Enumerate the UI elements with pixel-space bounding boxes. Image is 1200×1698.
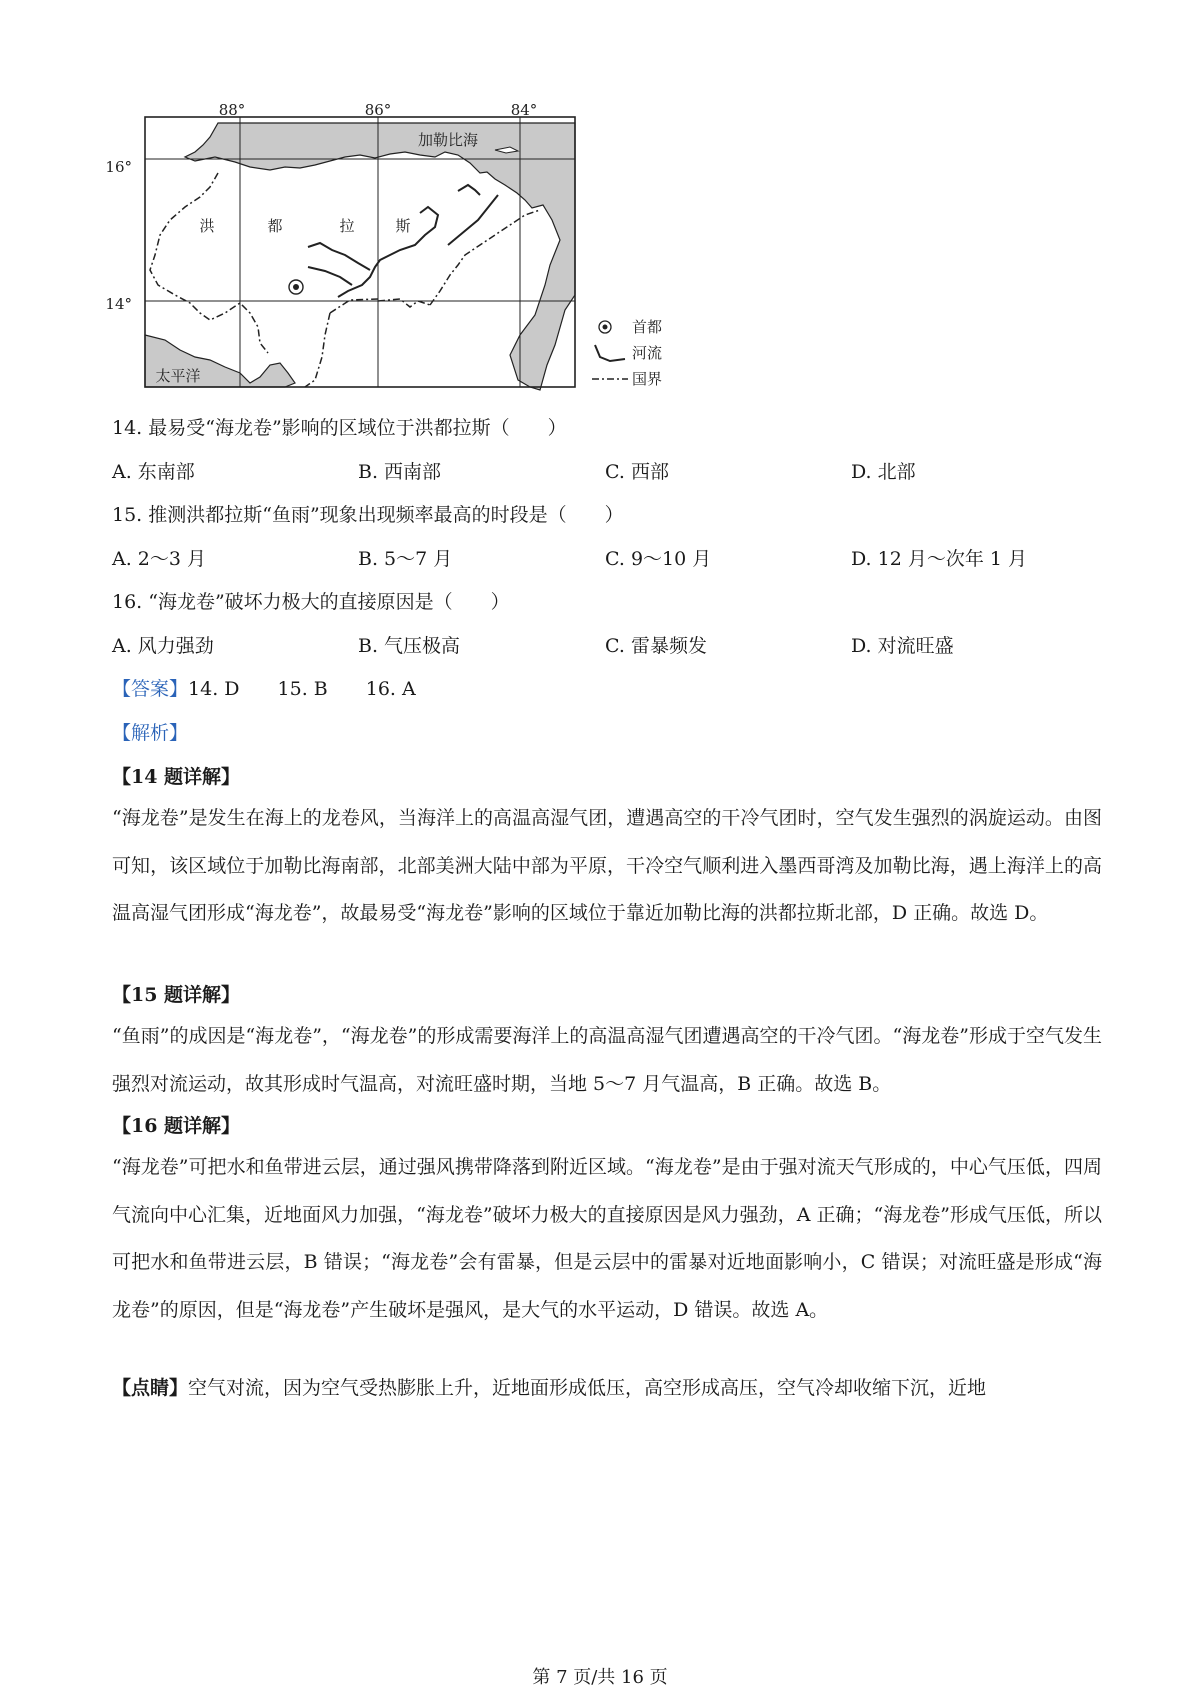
river-tributary xyxy=(308,243,370,285)
lat-label-16: 16° xyxy=(105,158,132,176)
answer-14: 14. D xyxy=(188,678,240,700)
legend-capital-icon xyxy=(599,321,611,333)
answer-tag: 【答案】 xyxy=(112,678,189,700)
answer-15: 15. B xyxy=(277,678,328,700)
caribbean-sea xyxy=(185,123,575,390)
honduras-map xyxy=(100,95,720,435)
legend-river-icon xyxy=(595,345,625,361)
country-char-1: 洪 xyxy=(199,217,215,235)
q14-option-b: B. 西南部 xyxy=(358,461,442,483)
detail-14-heading: 【14 题详解】 xyxy=(112,766,241,788)
detail-15-heading: 【15 题详解】 xyxy=(112,984,241,1006)
country-char-2: 都 xyxy=(267,217,283,235)
country-char-4: 斯 xyxy=(395,217,411,235)
legend-river-label: 河流 xyxy=(632,344,663,362)
legend-border-label: 国界 xyxy=(632,370,663,388)
q15-option-c: C. 9～10 月 xyxy=(605,548,712,570)
lat-label-14: 14° xyxy=(105,295,132,313)
detail-16-text: “海龙卷”可把水和鱼带进云层，通过强风携带降落到附近区域。“海龙卷”是由于强对流天气形成的，中心气压低，四周气流向中心汇集，近地面风力加强，“海龙卷”破坏力极大的直接原因是风力强劲，A 正确；“海龙卷”形成气压低，所以可把水和鱼带进云层，B 错误；“海龙卷”会有雷暴，但是云层中的雷暴对近地面影响小，C 错误；对流旺盛是形成“海龙卷”的原因，但是“海龙卷”产生破坏是强风，是大气的水平运动，D 错误。故选 A。 xyxy=(112,1156,1102,1321)
question-16-stem: 16. “海龙卷”破坏力极大的直接原因是（ ） xyxy=(112,591,510,613)
lon-label-84: 84° xyxy=(510,101,538,119)
answer-16: 16. A xyxy=(365,678,416,700)
lon-label-86: 86° xyxy=(364,101,392,119)
capital-icon xyxy=(289,280,303,294)
detail-16-heading: 【16 题详解】 xyxy=(112,1115,241,1137)
detail-14-text: “海龙卷”是发生在海上的龙卷风，当海洋上的高温高湿气团，遭遇高空的干冷气团时，空气发生强烈的涡旋运动。由图可知，该区域位于加勒比海南部，北部美洲大陆中部为平原，干冷空气顺利进入墨西哥湾及加勒比海，遇上海洋上的高温高湿气团形成“海龙卷”，故最易受“海龙卷”影响的区域位于靠近加勒比海的洪都拉斯北部，D 正确。故选 D。 xyxy=(112,807,1102,924)
map-frame xyxy=(145,117,575,390)
q14-option-d: D. 北部 xyxy=(851,461,916,483)
caribbean-sea-label: 加勒比海 xyxy=(417,131,479,149)
q16-option-c: C. 雷暴频发 xyxy=(605,635,707,657)
point-tag: 【点睛】 xyxy=(112,1377,189,1399)
q15-option-a: A. 2～3 月 xyxy=(112,548,207,570)
lon-label-88: 88° xyxy=(218,101,246,119)
analysis-tag: 【解析】 xyxy=(112,722,189,744)
legend-capital-label: 首都 xyxy=(632,318,663,336)
question-14-stem: 14. 最易受“海龙卷”影响的区域位于洪都拉斯（ ） xyxy=(112,417,567,439)
question-15-stem: 15. 推测洪都拉斯“鱼雨”现象出现频率最高的时段是（ ） xyxy=(112,504,624,526)
q16-option-b: B. 气压极高 xyxy=(358,635,461,657)
q15-option-b: B. 5～7 月 xyxy=(358,548,453,570)
pacific-ocean-label: 太平洋 xyxy=(155,367,201,385)
river-east xyxy=(448,185,498,245)
q14-option-a: A. 东南部 xyxy=(112,461,195,483)
page-footer: 第 7 页/共 16 页 xyxy=(532,1667,668,1688)
map-legend xyxy=(592,318,662,388)
answer-line xyxy=(112,674,416,701)
q14-option-c: C. 西部 xyxy=(605,461,669,483)
point-text: 空气对流，因为空气受热膨胀上升，近地面形成低压，高空形成高压，空气冷却收缩下沉，近地 xyxy=(188,1377,987,1399)
country-char-3: 拉 xyxy=(339,217,355,235)
point-line xyxy=(112,1373,986,1400)
q16-option-a: A. 风力强劲 xyxy=(112,635,214,657)
q16-option-d: D. 对流旺盛 xyxy=(851,635,954,657)
q15-option-d: D. 12 月～次年 1 月 xyxy=(851,548,1028,570)
detail-15-text: “鱼雨”的成因是“海龙卷”，“海龙卷”的形成需要海洋上的高温高湿气团遭遇高空的干冷气团。“海龙卷”形成于空气发生强烈对流运动，故其形成时气温高，对流旺盛时期，当地 5～7 月气温高，B 正确。故选 B。 xyxy=(112,1025,1102,1095)
